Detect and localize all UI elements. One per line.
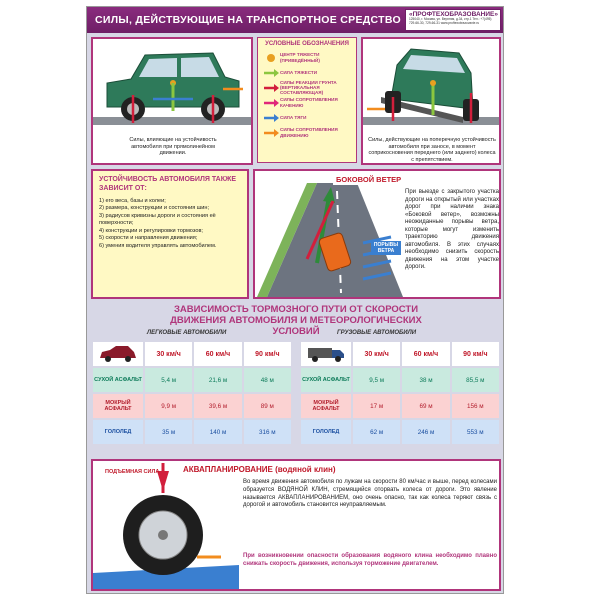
legend-label: СИЛА ТЯГИ	[280, 114, 307, 120]
table-cell: 9,9 м	[145, 394, 192, 418]
car-icon	[98, 344, 138, 362]
truck-icon	[306, 344, 346, 362]
legend-label: СИЛЫ СОПРОТИВЛЕНИЯ ДВИЖЕНИЮ	[280, 127, 338, 138]
table-row	[93, 342, 291, 366]
table-row	[301, 342, 499, 366]
table-cell: 38 м	[402, 368, 449, 392]
legend-item	[262, 125, 352, 140]
front-view-caption: Силы, действующие на поперечную устойчивость автомобиля при заносе, в момент соприкосновения переднего (или заднего) колеса с препятствием.	[368, 137, 496, 163]
row-label: МОКРЫЙ АСФАЛЬТ	[93, 394, 143, 418]
legend-item	[262, 95, 352, 110]
gravity-arrow-icon	[263, 69, 279, 77]
legend-title: УСЛОВНЫЕ ОБОЗНАЧЕНИЯ	[265, 41, 349, 47]
car-icon-cell	[93, 342, 143, 366]
braking-title: ЗАВИСИМОСТЬ ТОРМОЗНОГО ПУТИ ОТ СКОРОСТИ ДВИЖЕНИЯ АВТОМОБИЛЯ И МЕТЕОРОЛОГИЧЕСКИХ УСЛОВИЙ	[170, 304, 422, 337]
side-wind-title: БОКОВОЙ ВЕТЕР	[333, 174, 404, 185]
table-cell: 17 м	[353, 394, 400, 418]
legend-label: ЦЕНТР ТЯЖЕСТИ (ПРИВЕДЁННЫЙ)	[280, 52, 320, 63]
list-item: 3) радиусов кривизны дороги и состояния её поверхности;	[99, 212, 216, 227]
table-cell: 35 м	[145, 420, 192, 444]
legend-label: СИЛА ТЯЖЕСТИ	[280, 69, 318, 75]
table-cell: 85,5 м	[452, 368, 499, 392]
table-cell: 39,6 м	[194, 394, 241, 418]
front-view-panel	[361, 37, 501, 165]
page-title: СИЛЫ, ДЕЙСТВУЮЩИЕ НА ТРАНСПОРТНОЕ СРЕДСТВО	[95, 14, 401, 26]
table-cell: 140 м	[194, 420, 241, 444]
table-row	[301, 368, 499, 392]
side-wind-panel	[253, 169, 501, 299]
list-item: 2) размера, конструкции и состояния шин;	[99, 205, 210, 212]
list-item: 4) конструкции и регулировки тормозов;	[99, 227, 203, 234]
side-wind-illustration	[257, 173, 403, 297]
legend-item	[262, 80, 352, 95]
center-of-gravity-icon	[266, 53, 276, 63]
table-cell: 5,4 м	[145, 368, 192, 392]
side-wind-text: При выезде с закрытого участка дороги на открытый или участках дорог при наличии знака «Боковой ветер», возможны неожиданные порывы ветра, которые могут изменить траекторию движения автомобиля. В этих случаях необходимо снизить скорость движения на этом участке дороги.	[405, 189, 499, 270]
publisher-box	[405, 9, 501, 31]
motion-resistance-arrow-icon	[263, 129, 279, 137]
table-cell: 69 м	[402, 394, 449, 418]
publisher-name: «ПРОФТЕХОБРАЗОВАНИЕ»	[409, 11, 498, 18]
table-row	[301, 394, 499, 418]
front-view-car-illustration	[363, 39, 499, 131]
table-cell: 553 м	[452, 420, 499, 444]
poster	[86, 6, 504, 594]
table-row	[93, 420, 291, 444]
speed-header: 90 км/ч	[452, 342, 499, 366]
table-row	[301, 420, 499, 444]
table-cell: 156 м	[452, 394, 499, 418]
legend-panel	[257, 37, 357, 163]
row-label: ГОЛОЛЕД	[93, 420, 143, 444]
side-view-caption: Силы, влияющие на устойчивость автомобиля при прямолинейном движении.	[129, 137, 217, 157]
truck-icon-cell	[301, 342, 351, 366]
aquaplaning-title: АКВАПЛАНИРОВАНИЕ (водяной клин)	[183, 465, 336, 474]
traction-arrow-icon	[263, 114, 279, 122]
row-label: СУХОЙ АСФАЛЬТ	[301, 368, 351, 392]
table-cell: 62 м	[353, 420, 400, 444]
side-view-panel	[91, 37, 253, 165]
table-cell: 246 м	[402, 420, 449, 444]
wheel-illustration	[93, 461, 239, 589]
table-cell: 89 м	[244, 394, 291, 418]
legend-item	[262, 50, 352, 65]
aquaplaning-panel	[91, 459, 501, 591]
stability-title: УСТОЙЧИВОСТЬ АВТОМОБИЛЯ ТАКЖЕ ЗАВИСИТ ОТ:	[99, 176, 236, 192]
speed-header: 30 км/ч	[145, 342, 192, 366]
side-view-car-illustration	[93, 39, 251, 131]
table-row	[93, 394, 291, 418]
lift-force-label: ПОДЪЕМНАЯ СИЛА	[105, 469, 160, 475]
ground-reaction-arrow-icon	[263, 84, 279, 92]
aquaplaning-note: При возникновении опасности образования водяного клина необходимо плавно снижать скорость движения, используя торможение двигателем.	[243, 553, 497, 567]
speed-header: 90 км/ч	[244, 342, 291, 366]
table-cell: 316 м	[244, 420, 291, 444]
table-cell: 21,6 м	[194, 368, 241, 392]
legend-label: СИЛЫ СОПРОТИВЛЕНИЯ КАЧЕНИЮ	[280, 97, 338, 108]
speed-header: 30 км/ч	[353, 342, 400, 366]
legend-item	[262, 110, 352, 125]
wind-gust-label: ПОРЫВЫ ВЕТРА	[371, 241, 401, 255]
publisher-details: 125040, г. Москва, ул. Верхняя, д.34, стр.1 Тел.: +7(495) 729-66-30, 729-66-31 www.proftexobrazovanie.ru	[409, 17, 492, 25]
row-label: СУХОЙ АСФАЛЬТ	[93, 368, 143, 392]
list-item: 6) умения водителя управлять автомобилем.	[99, 242, 217, 249]
legend-label: СИЛЫ РЕАКЦИИ ГРУНТА (ВЕРТИКАЛЬНАЯ СОСТАВЛЯЮЩАЯ)	[280, 79, 337, 96]
table-cell: 48 м	[244, 368, 291, 392]
stability-factors-panel	[91, 169, 249, 299]
speed-header: 60 км/ч	[194, 342, 241, 366]
list-item: 1) его веса, базы и колеи;	[99, 197, 166, 204]
trucks-braking-table	[299, 340, 501, 446]
table-row	[93, 368, 291, 392]
cars-subtitle: ЛЕГКОВЫЕ АВТОМОБИЛИ	[147, 330, 227, 336]
legend-item	[262, 65, 352, 80]
cars-braking-table	[91, 340, 293, 446]
rolling-resistance-arrow-icon	[263, 99, 279, 107]
speed-header: 60 км/ч	[402, 342, 449, 366]
table-cell: 9,5 м	[353, 368, 400, 392]
trucks-subtitle: ГРУЗОВЫЕ АВТОМОБИЛИ	[337, 330, 417, 336]
row-label: ГОЛОЛЕД	[301, 420, 351, 444]
header-bar	[87, 7, 504, 33]
aquaplaning-text: Во время движения автомобиля по лужам на скорости 80 км/час и выше, перед колесами образуется ВОДЯНОЙ КЛИН, стремящийся оторвать колеса от дороги. Это явление называется АКВАПЛАНИРОВАНИЕМ, оно очень опасно, так как колеса теряют связь с дорогой и автомобиль становится неуправляемым.	[243, 479, 497, 509]
row-label: МОКРЫЙ АСФАЛЬТ	[301, 394, 351, 418]
list-item: 5) скорости и направления движения;	[99, 235, 198, 242]
